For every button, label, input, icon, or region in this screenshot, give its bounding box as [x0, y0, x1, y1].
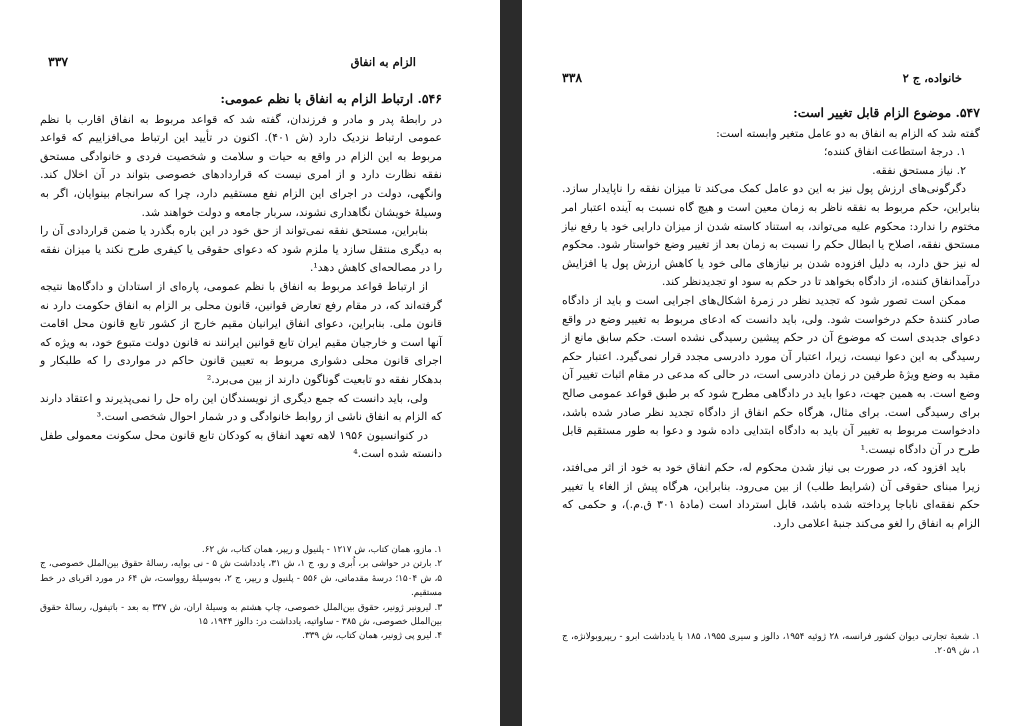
right-footnote-1: ۱. شعبهٔ تجارتی دیوان کشور فرانسه، ۲۸ ژوئیه ۱۹۵۴، دالوز و سیری ۱۹۵۵، ۱۸۵ با یادداشت ابرو - ریپروبولانژه، ج ۱، ش ۲۰۵۹.	[562, 632, 980, 657]
left-paragraph-4: ولی، باید دانست که جمع دیگری از نویسندگان این راه حل را نمی‌پذیرند و اعتقاد دارند که الزام به انفاق ناشی از روابط خانوادگی و در شمار احوال شخصی است.³	[40, 391, 442, 424]
left-footnote-4: ۴. لیرو پی ژونیر، همان کتاب، ش ۳۳۹.	[302, 631, 442, 642]
left-page-number: ۳۳۷	[48, 54, 69, 69]
left-page-body	[40, 90, 442, 464]
section-title-546: ۵۴۶. ارتباط الزام به انفاق با نظم عمومی:	[220, 91, 442, 106]
left-page	[0, 0, 500, 726]
list-item-1: ۱. درجهٔ استطاعت انفاق کننده؛	[823, 145, 966, 159]
right-running-title: خانواده، ج ۲	[902, 71, 962, 85]
right-intro: گفته شد که الزام به انفاق به دو عامل متغیر وابسته است:	[716, 126, 980, 140]
left-paragraph-1: در رابطهٔ پدر و مادر و فرزندان، گفته شد که قواعد مربوط به انفاق اقارب با نظم عمومی ارتباط نزدیک دارد (ش ۴۰۱). اکنون در تأیید این ارتباط می‌افزاییم که قواعد مربوط به این الزام در واقع به حیات و سلامت و شخصیت فردی و خانوادگی مستحق نفقه نظارت دارد و از امری نیست که قراردادهای خصوصی بتواند در آن اخلال کند. وانگهی، دولت در اجرای این الزام نفع مستقیم دارد، چرا که سرانجام بینوایان، اگر به وسیلهٔ خویشان نگاهداری نشوند، سربار جامعه و دولت خواهند شد.	[40, 112, 442, 219]
right-paragraph-1: دگرگونی‌های ارزش پول نیز به این دو عامل کمک می‌کند تا میزان نفقه را ناپایدار سازد. بنابراین، حکم مربوط به نفقه ناظر به زمان معین است و هیچ گاه نسبت به آینده اعتبار امر مختوم را ندارد: محکوم علیه می‌تواند، به استناد کاسته شدن از میزان دارایی خود یا رفع نیاز مستحق نفقه، اصلاح یا ابطال حکم را نسبت به زمان بعد از تغییر وضع خواستار شود. محکوم له نیز حق دارد، به دلیل افزوده شدن بر نیازهای مالی خود یا کاهش ارزش پول یا افزایش درآمدانفاق کننده، از دادگاه بخواهد تا در حکم به سود او تجدیدنظر کند.	[562, 182, 980, 289]
left-footnote-3: ۳. لیرونیر ژونیر، حقوق بین‌الملل خصوصی، چاپ هشتم به وسیلهٔ اران، ش ۳۳۷ به بعد - باتیفول، رسالهٔ حقوق بین‌الملل خصوصی، ش ۳۸۵ - ساواتیه، یادداشت در: دالوز ۱۹۴۴، ۱۵	[40, 602, 442, 628]
right-page	[522, 0, 1026, 726]
book-gutter	[500, 0, 522, 726]
left-footnote-1: ۱. مازو، همان کتاب، ش ۱۲۱۷ - پلنیول و ریپر، همان کتاب، ش ۶۲.	[201, 545, 442, 555]
left-footnotes	[40, 543, 442, 644]
list-item-2: ۲. نیاز مستحق نفقه.	[872, 163, 966, 177]
right-paragraph-2: ممکن است تصور شود که تجدید نظر در زمرهٔ اشکال‌های اجرایی است و باید از دادگاه صادر کنندهٔ حکم درخواست شود. ولی، باید دانست که ادعای مربوط به تغییر وضع در واقع دعوای جدیدی است که موضوع آن در حکم پیشین رسیدگی نشده است. حکم سابق مانع از رسیدگی به این دعوا نیست، زیرا، اعتبار آن مورد دادرسی مجدد قرار نمی‌گیرد. اعتبار حکم مقید به وضع ویژهٔ طرفین در زمان دادرسی است، در حالی که مدعی در مقام اثبات تغییر آن وضع است. به همین جهت، دعوا باید در دادگاهی مطرح شود که بر طبق قواعد عمومی صالح برای رسیدگی است. برای مثال، هرگاه حکم انفاق از دادگاه تجدید نظر صادر شده باشد، دادخواست مربوط به تغییر آن باید به دادگاه ابتدایی داده شود و دعوا به طور مستقیم قابل طرح در آن دادگاه نیست.¹	[562, 293, 980, 456]
left-footnote-2: ۲. بارتن در حواشی بر، اُبری و رو، ج ۱، ش ۳۱، یادداشت ش ۵ - نی بوایه، رسالهٔ حقوق بین‌الملل خصوصی، ج ۵، ش ۱۵۰۴؛ درسهٔ مقدماتی، ش ۵۵۶ - پلنیول و ریپر، ج ۲، به‌وسیلهٔ روواست، ش ۶۴ در مورد اقربای در خط مستقیم.	[40, 559, 443, 599]
right-footnotes	[562, 630, 980, 659]
left-running-title: الزام به انفاق	[350, 55, 416, 69]
left-page-header	[48, 54, 416, 69]
left-paragraph-5: در کنوانسیون ۱۹۵۶ لاهه تعهد انفاق به کودکان تابع قانون محل سکونت معمولی طفل دانسته شده است.⁴	[40, 428, 442, 461]
right-page-number: ۳۳۸	[562, 70, 583, 85]
left-paragraph-3: از ارتباط قواعد مربوط به انفاق با نظم عمومی، پاره‌ای از استادان و دادگاه‌ها نتیجه گرفته‌اند که، در مقام رفع تعارض قوانین، قانون محلی بر الزام به انفاق حکومت دارد نه قانون ملی. بنابراین، دعوای انفاق ایرانیان مقیم خارج از کشور تابع قانون محل اقامت آنها است و خارجیان مقیم ایران تابع قوانین ایرانند نه قانون دولت متبوع خود، به ویژه که اجرای قانون محلی دشواری مربوط به تعیین قانون حاکم در مواردی را که طلبکار و بدهکار نفقه دو تابعیت گوناگون دارند از بین می‌برد.²	[40, 279, 442, 386]
right-page-body	[562, 104, 980, 534]
section-title-547: ۵۴۷. موضوع الزام قابل تغییر است:	[793, 105, 980, 120]
right-page-header	[562, 70, 962, 85]
right-paragraph-3: باید افزود که، در صورت بی نیاز شدن محکوم له، حکم انفاق خود به خود از اثر می‌افتد، زیرا مبنای حقوقی آن (شرایط طلب) از بین می‌رود. بنابراین، هرگاه پیش از الغاء یا تغییر حکم نفقه‌ای ناباجا پرداخته شده باشد، قابل استرداد است (مادهٔ ۳۰۱ ق.م.)، و حکمی که الزام به انفاق را لغو می‌کند جنبهٔ اعلامی دارد.	[562, 461, 980, 531]
left-paragraph-2: بنابراین، مستحق نفقه نمی‌تواند از حق خود در این باره بگذرد یا ضمن قراردادی آن را به دیگری منتقل سازد یا ملزم شود که دعوای حقوقی یا کیفری طرح نکند یا میزان نفقه را در مصالحه‌ای کاهش دهد¹.	[40, 224, 442, 275]
